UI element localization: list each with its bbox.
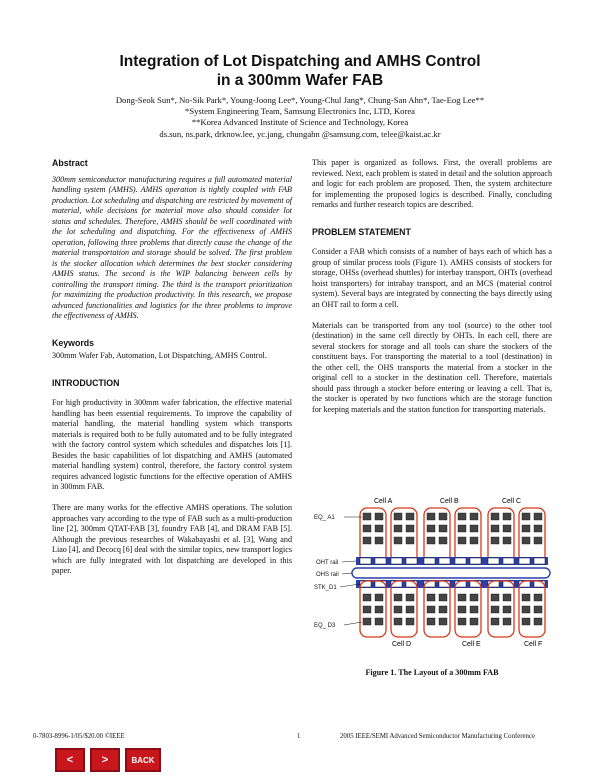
author-emails: ds.sun, ns.park, drknow.lee, yc.jang, chungahn @samsung.com, telee@kaist.ac.kr — [159, 128, 441, 139]
introduction-heading: INTRODUCTION — [52, 377, 120, 388]
cell-d-label: Cell D — [392, 641, 412, 648]
previous-page-button[interactable]: < — [55, 748, 85, 772]
right-column — [312, 158, 552, 415]
eq-d3-label: EQ_ D3 — [314, 623, 336, 629]
bottom-tools — [363, 594, 542, 625]
ohs-rail-label: OHS rail — [316, 572, 339, 578]
cell-b-label: Cell B — [440, 498, 459, 505]
top-bays — [360, 508, 545, 564]
cell-f-label: Cell F — [524, 641, 543, 648]
cell-e-label: Cell E — [462, 641, 481, 648]
fab-layout-figure — [312, 491, 552, 651]
problem-paragraph-2: Materials can be transported from any tool (source) to the other tool (destination) in the same cell directly by OHTs. In each cell, there are several stockers for storage and all tools can share the stockers of the constituent bays. For transporting the material to a tool (destination) in the other cell, the OHS transports the material from a stocker in the original cell to a stocker in the destination cell. Therefore, materials should pass through a stocker before entering or leaving a cell. That is, the stocker is operated by two functions which are the storage function for keeping materials and the station function for transporting materials. — [312, 320, 552, 414]
abstract-heading: Abstract — [52, 158, 88, 168]
affiliation-2: **Korea Advanced Institute of Science and Technology, Korea — [191, 117, 409, 128]
next-page-button[interactable]: > — [90, 748, 120, 772]
back-button[interactable]: BACK — [125, 748, 161, 772]
fab-layout-diagram — [312, 491, 552, 651]
footer-page-number: 1 — [297, 733, 301, 740]
keywords-heading: Keywords — [52, 337, 95, 348]
author-names: Dong-Seok Sun*, No-Sik Park*, Young-Joong Lee*, Young-Chul Jang*, Chung-San Ahn*, Tae-Eog Lee** — [115, 95, 485, 105]
abstract-text: 300mm semiconductor manufacturing requires a full automated material handling system (AMHS). AMHS operation is tightly coupled with FAB production. Lot scheduling and dispatching are restricted by movement of material, while decisions for material move also should consider lot status and schedules. Therefore, AMHS should be well coordinated with the lot scheduling and dispatching. For the effectiveness of AMHS operation, following three problems that directly cause the change of the material transportation and storage should be solved. The first problem is the stocker allocation which determines the best stocker considering AMHS status. The second is the WIP balancing between cells by controlling the transport timing. The third is the transport prioritization for maximizing the production productivity. In this research, we propose advanced functionalities and logistics for the three problems to improve the effectiveness of AMHS. — [52, 174, 292, 320]
intro-paragraph-2: There are many works for the effective AMHS operations. The solution approaches vary according to the type of FAB such as a multi-production line [2], 300mm QTAT-FAB [3], foundry FAB [4], and DRAM FAB [5]. Although the previous researches of Wakabayashi et al. [3], Wang and Liao [4], and Decocq [6] deal with the similar topics, new transport logics which are fully integrated with lot dispatching are developed in this paper. — [52, 503, 292, 575]
bottom-bays — [360, 581, 545, 637]
problem-paragraph-1: Consider a FAB which consists of a number of bays each of which has a group of similar process tools (Figure 1). AMHS consists of stockers for storage, OHSs (overhead shuttles) for interbay transport, OHTs (overhead hoist transporters) for intrabay transport, and an MCS (material control system). Several bays are integrated by connecting the bays directly using an OHT rail to form a cell. — [312, 247, 552, 309]
problem-statement-heading: PROBLEM STATEMENT — [312, 226, 411, 237]
eq-a1-label: EQ_ A1 — [314, 515, 335, 521]
paper-title — [0, 52, 600, 90]
figure-caption: Figure 1. The Layout of a 300mm FAB — [365, 668, 499, 677]
footer-isbn: 0-7803-8996-1/05/$20.00 ©IEEE — [33, 733, 125, 740]
footer-conference: 2005 IEEE/SEMI Advanced Semiconductor Manufacturing Conference — [340, 733, 535, 740]
oht-rail-label: OHT rail — [316, 560, 339, 566]
top-tools — [363, 513, 542, 544]
keywords-text: 300mm Wafer Fab, Automation, Lot Dispatching, AMHS Control. — [52, 351, 267, 360]
stk-d1-label: STK_D1 — [314, 585, 337, 591]
intro-paragraph-1: For high productivity in 300mm wafer fabrication, the effective material handling has been essential requirements. To improve the capability of material handling, the material handling system which transports materials is required both to be fully automated and to be fully integrated with the factory control system which schedules and dispatches lots [1]. Besides the basic capabilities of lot dispatching and AMHS (automated material handling system) control, therefore, the factory control system requires advanced logistic functions for the effective operation of AMHS in 300mm FAB. — [52, 398, 292, 491]
title-line-1: Integration of Lot Dispatching and AMHS Control — [119, 53, 481, 70]
cell-c-label: Cell C — [502, 498, 522, 505]
left-column — [52, 158, 292, 577]
affiliation-1: *System Engineering Team, Samsung Electronics Inc, LTD, Korea — [185, 106, 415, 117]
ohs-rail-loop — [352, 568, 550, 578]
title-line-2: in a 300mm Wafer FAB — [216, 72, 384, 89]
cell-a-label: Cell A — [374, 498, 393, 505]
author-block — [0, 95, 600, 140]
organization-paragraph: This paper is organized as follows. First, the overall problems are reviewed. Next, each problem is stated in detail and the solution approach and logic for each problem are proposed. Then, the system architecture for implementing the proposed logics is described. Finally, concluding remarks and further research topics are described. — [312, 158, 552, 209]
